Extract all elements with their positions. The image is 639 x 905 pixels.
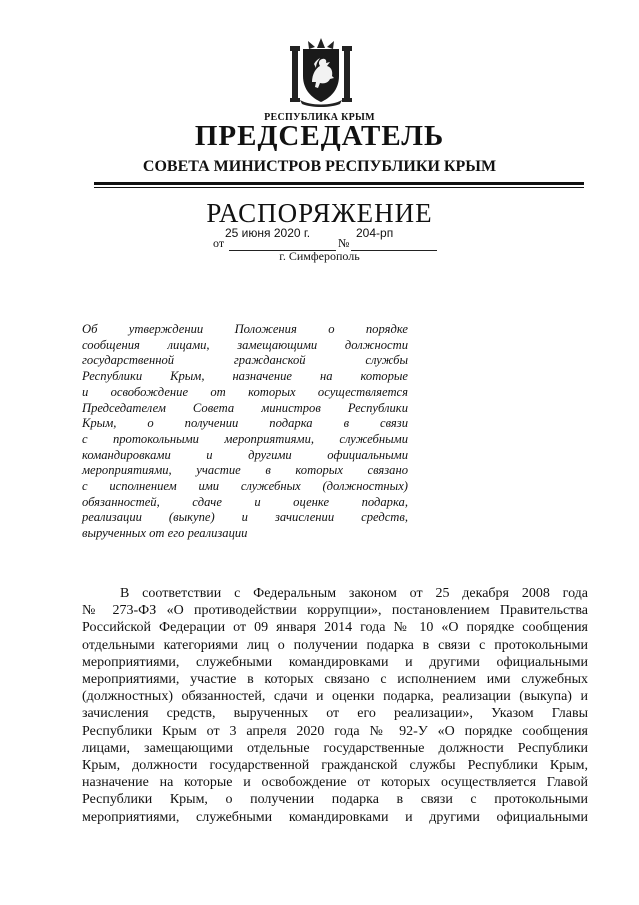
body-line: мероприятиями, служебными командировками и другими официальными bbox=[82, 809, 588, 825]
body-line: В соответствии с Федеральным законом от 25 декабря 2008 года bbox=[120, 586, 588, 601]
city-label: г. Симферополь bbox=[279, 249, 360, 263]
body-line: мероприятиями, участие в которых связано с исполнением ими служебных bbox=[82, 672, 588, 688]
body-line: Республики Крым, о получении подарка в связи с протокольными bbox=[82, 792, 588, 808]
body-line: Республики Крым от 3 апреля 2020 года № 92-У «О порядке сообщения bbox=[82, 723, 588, 739]
body-line: мероприятиями, служебными командировками и другими официальными bbox=[82, 654, 588, 670]
region-label: РЕСПУБЛИКА КРЫМ bbox=[264, 112, 375, 123]
subject-line: обязанностей, сдаче и оценке подарка, bbox=[82, 494, 408, 509]
body-line: лицами, замещающими отдельные государственные должности Республики bbox=[82, 740, 588, 756]
subject-line: Крым, о получении подарка в связи bbox=[82, 416, 408, 431]
number-label: № bbox=[338, 236, 350, 250]
org-title: ПРЕДСЕДАТЕЛЬ bbox=[194, 120, 445, 152]
subject-line: вырученных от его реализации bbox=[82, 526, 248, 541]
subject-line: Республики Крым, назначение на которые bbox=[82, 369, 408, 384]
subject-line: командировками и другими официальными bbox=[82, 447, 408, 462]
body-paragraph bbox=[82, 585, 588, 826]
header-divider-thick bbox=[94, 182, 584, 185]
body-line: назначение на которые и освобождение от которых осуществляется Главой bbox=[82, 775, 588, 791]
number-value: 204-рп bbox=[356, 226, 394, 240]
subject-line: Председателем Совета министров Республики bbox=[82, 400, 408, 415]
subject-line: Об утверждении Положения о порядке bbox=[82, 322, 408, 336]
subject-line: реализации (выкупе) и зачислении средств, bbox=[82, 510, 408, 525]
date-value: 25 июня 2020 г. bbox=[225, 226, 311, 240]
body-line: отдельными категориями лиц о получении подарка в связи с протокольными bbox=[82, 637, 588, 653]
document-subject bbox=[82, 322, 408, 542]
subject-line: сообщения лицами, замещающими должности bbox=[82, 337, 408, 352]
subject-line: государственной гражданской службы bbox=[82, 353, 408, 368]
subject-line: с исполнением ими служебных (должностных) bbox=[82, 479, 408, 494]
body-line: зачисления средств, вырученных от его реализации», Указом Главы bbox=[82, 706, 588, 722]
header-divider-thin bbox=[94, 187, 584, 188]
body-line: (должностных) обязанностей, сдачи и оценки подарка, реализации (выкупа) и bbox=[82, 689, 588, 705]
subject-line: мероприятиями, участие в которых связано bbox=[82, 463, 408, 478]
body-line: № 273-ФЗ «О противодействии коррупции», постановлением Правительства bbox=[82, 603, 588, 619]
date-label: от bbox=[213, 236, 225, 250]
body-line: Российской Федерации от 09 января 2014 года № 10 «О порядке сообщения bbox=[82, 620, 588, 636]
subject-line: с протокольными мероприятиями, служебными bbox=[82, 431, 408, 446]
document-type: РАСПОРЯЖЕНИЕ bbox=[206, 198, 433, 228]
crimea-coat-of-arms-icon bbox=[290, 36, 352, 108]
date-number-line bbox=[213, 226, 443, 248]
subject-line: и освобождение от которых осуществляется bbox=[82, 384, 408, 399]
body-line: Крым, должности государственной гражданской службы Республики Крым, bbox=[82, 758, 588, 774]
org-subtitle: СОВЕТА МИНИСТРОВ РЕСПУБЛИКИ КРЫМ bbox=[142, 158, 497, 175]
